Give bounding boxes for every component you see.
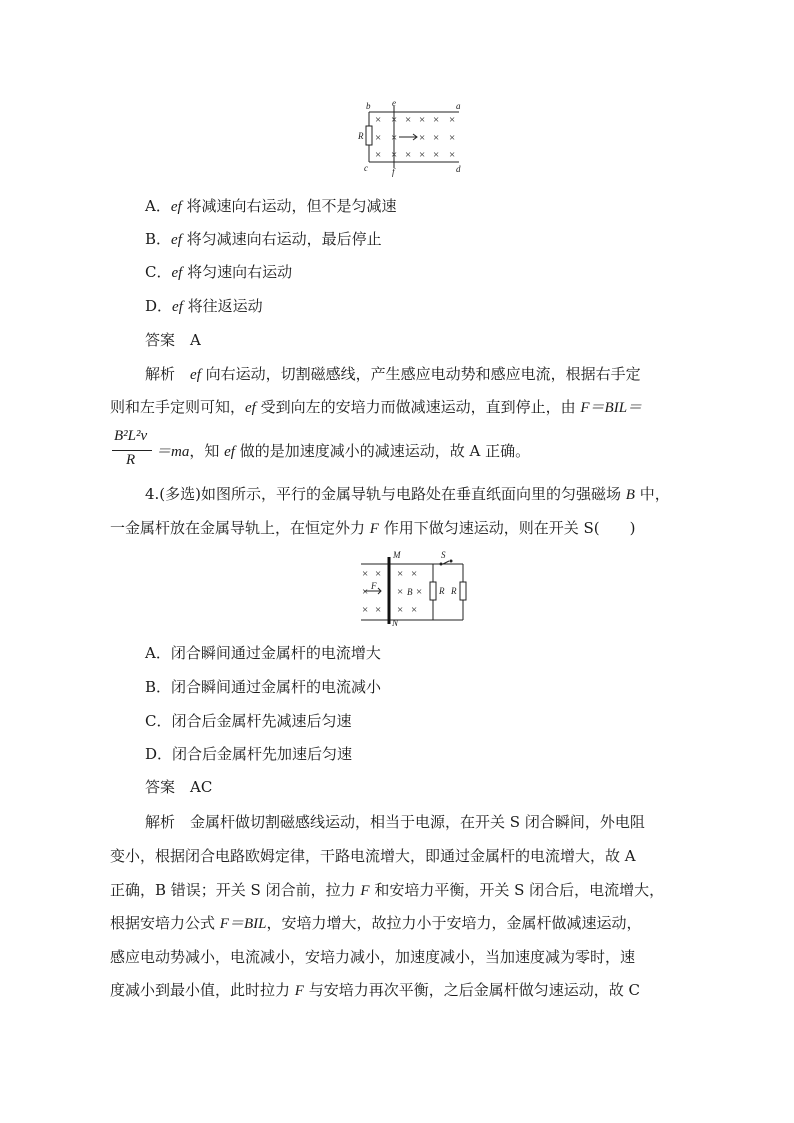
field-mark: × <box>449 132 456 144</box>
field-mark: × <box>397 568 404 580</box>
q3-analysis-line3: ＝ma，知 ef 做的是加速度减小的减速运动，故 A 正确。 <box>156 442 531 460</box>
q3-option-b: B．ef 将匀减速向右运动，最后停止 <box>145 230 382 248</box>
fraction-denominator: R <box>126 452 136 468</box>
label-R2: R <box>451 586 457 596</box>
label-a: a <box>456 101 461 111</box>
q4-option-a: A．闭合瞬间通过金属杆的电流增大 <box>145 644 381 662</box>
field-mark: × <box>375 604 382 616</box>
q3-answer: 答案 A <box>145 331 201 349</box>
label-d: d <box>456 164 461 174</box>
field-mark: × <box>411 568 418 580</box>
q4-option-b: B．闭合瞬间通过金属杆的电流减小 <box>145 678 382 696</box>
q4-answer: 答案 AC <box>145 778 213 796</box>
fraction-numerator: B²L²v <box>114 428 148 444</box>
q4-analysis-line6: 度减小到最小值，此时拉力 F 与安培力再次平衡，之后金属杆做匀速运动，故 C <box>110 981 640 999</box>
field-mark: × <box>362 568 369 580</box>
field-mark: × <box>416 586 423 598</box>
field-mark: × <box>391 132 398 144</box>
field-mark: × <box>397 604 404 616</box>
q3-analysis-line2: 则和左手定则可知，ef 受到向左的安培力而做减速运动，直到停止，由 F＝BIL＝ <box>110 398 643 416</box>
field-mark: × <box>405 114 412 126</box>
field-mark: × <box>411 604 418 616</box>
q3-option-c: C．ef 将匀速向右运动 <box>145 263 293 281</box>
q4-stem-line2: 一金属杆放在金属导轨上，在恒定外力 F 作用下做匀速运动，则在开关 S( ) <box>110 519 636 537</box>
label-F: F <box>371 581 377 591</box>
field-mark: × <box>391 114 398 126</box>
label-c: c <box>364 163 368 173</box>
field-mark: × <box>433 149 440 161</box>
figure-rail-circuit <box>355 100 470 180</box>
q4-analysis-line4: 根据安培力公式 F＝BIL，安培力增大，故拉力小于安培力，金属杆做减速运动， <box>110 914 642 932</box>
field-mark: × <box>419 114 426 126</box>
field-mark: × <box>375 132 382 144</box>
label-N: N <box>392 618 399 628</box>
field-mark: × <box>375 568 382 580</box>
field-mark: × <box>362 586 369 598</box>
label-R: R <box>358 131 364 141</box>
field-mark: × <box>449 149 456 161</box>
label-S: S <box>441 550 446 560</box>
label-R1: R <box>439 586 445 596</box>
q4-analysis-line5: 感应电动势减小，电流减小，安培力减小，加速度减小，当加速度减为零时，速 <box>110 948 636 966</box>
field-mark: × <box>405 149 412 161</box>
field-mark: × <box>375 114 382 126</box>
field-mark: × <box>397 586 404 598</box>
field-mark: × <box>449 114 456 126</box>
field-mark: × <box>362 604 369 616</box>
q4-analysis-line2: 变小，根据闭合电路欧姆定律，干路电流增大，即通过金属杆的电流增大，故 A <box>110 847 636 865</box>
field-mark: × <box>419 149 426 161</box>
q4-analysis-line1: 解析 金属杆做切割磁感线运动，相当于电源，在开关 S 闭合瞬间，外电阻 <box>145 813 645 831</box>
label-b: b <box>366 101 371 111</box>
q3-option-a: A．ef 将减速向右运动，但不是匀减速 <box>145 197 397 215</box>
q4-analysis-line3: 正确，B 错误；开关 S 闭合前，拉力 F 和安培力平衡，开关 S 闭合后，电流增大， <box>110 881 665 899</box>
field-mark: × <box>375 149 382 161</box>
label-B: B <box>407 587 413 597</box>
fraction-bar <box>112 450 152 451</box>
q4-option-c: C．闭合后金属杆先减速后匀速 <box>145 712 352 730</box>
field-mark: × <box>419 132 426 144</box>
q3-analysis-line1: 解析 ef 向右运动，切割磁感线，产生感应电动势和感应电流，根据右手定 <box>145 365 641 383</box>
q4-option-d: D．闭合后金属杆先加速后匀速 <box>145 745 353 763</box>
field-mark: × <box>433 114 440 126</box>
label-f: f <box>392 167 395 177</box>
field-mark: × <box>391 149 398 161</box>
label-M: M <box>393 550 401 560</box>
label-e: e <box>392 100 396 108</box>
q4-stem-line1: 4.(多选)如图所示，平行的金属导轨与电路处在垂直纸面向里的匀强磁场 B 中， <box>145 485 670 503</box>
figure-switch-circuit <box>355 548 470 628</box>
field-mark: × <box>433 132 440 144</box>
q3-option-d: D．ef 将往返运动 <box>145 297 263 315</box>
